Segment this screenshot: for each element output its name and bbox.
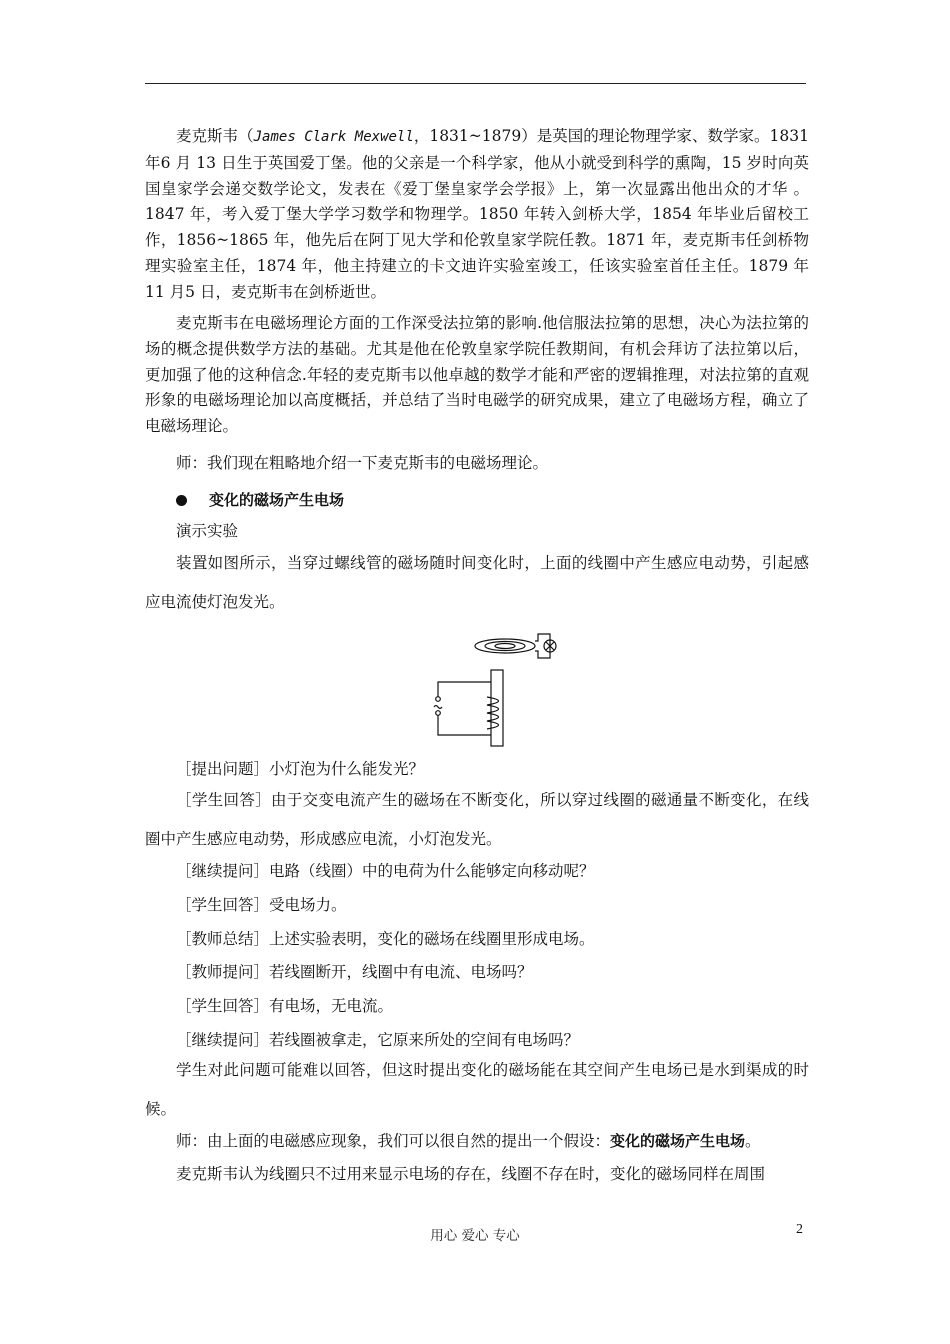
student-difficulty (145, 1051, 809, 1129)
ac-source-icon (434, 706, 442, 709)
hypothesis-end: 。 (745, 1132, 761, 1150)
device-description-text: 装置如图所示，当穿过螺线管的磁场随时间变化时，上面的线圈中产生感应电动势，引起感应电流使灯泡发光。 (145, 554, 809, 611)
answer-1 (145, 781, 809, 859)
solenoid-winding (487, 697, 499, 729)
coil-ring-core (495, 644, 515, 649)
coil-ring-inner (485, 642, 525, 651)
circuit-wire-bottom (438, 715, 491, 735)
paragraph-faraday (145, 311, 809, 440)
device-description (145, 544, 809, 622)
teacher-intro: 师：我们现在粗略地介绍一下麦克斯韦的电磁场理论。 (176, 454, 549, 472)
footer-motto: 用心 爱心 专心 (430, 1228, 520, 1244)
coil-lead (535, 634, 550, 658)
student-difficulty-text: 学生对此问题可能难以回答，但这时提出变化的磁场能在其空间产生电场已是水到渠成的时候。 (145, 1061, 809, 1118)
section-heading (176, 489, 344, 511)
ac-terminal-bottom (436, 711, 441, 716)
paragraph-biography (145, 124, 809, 306)
hypothesis-text: 师：由上面的电磁感应现象，我们可以很自然的提出一个假设： (176, 1132, 611, 1150)
question-2: ［继续提问］电路（线圈）中的电荷为什么能够定向移动呢？ (176, 862, 595, 880)
teacher-hypothesis (176, 1130, 761, 1152)
page-number: 2 (796, 1222, 803, 1237)
bullet-icon (176, 495, 187, 506)
maxwell-conclusion: 麦克斯韦认为线圈只不过用来显示电场的存在，线圈不存在时，变化的磁场同样在周围 (176, 1165, 766, 1183)
header-rule (145, 83, 806, 84)
question-3: ［教师提问］若线圈断开，线圈中有电流、电场吗？ (176, 963, 533, 981)
faraday-text: 麦克斯韦在电磁场理论方面的工作深受法拉第的影响.他信服法拉第的思想，决心为法拉第的场的概念提供数学方法的基础。尤其是他在伦敦皇家学院任教期间，有机会拜访了法拉第以后，更加强了他的这种信念.年轻的麦克斯韦以他卓越的数学才能和严密的逻辑推理，对法拉第的直观形象的电磁场理论加以高度概括，并总结了当时电磁学的研究成果，建立了电磁场方程，确立了电磁场理论。 (145, 314, 809, 436)
biography-text-rest: ，1831~1879）是英国的理论物理学家、数学家。1831 年6 月 13 日生于英国爱丁堡。他的父亲是一个科学家，他从小就受到科学的熏陶，15 岁时向英国皇家学会递交数学论文，发表在《爱丁堡皇家学会学报》上，第一次显露出他出众的才华 。1847 年，考入爱丁堡大学学习数学和物理学。1850 年转入剑桥大学，1854 年毕业后留校工作，1856~1865 年，他先后在阿丁见大学和伦敦皇家学院任教。1871 年，麦克斯韦任剑桥物理实验室主任，1874 年，他主持建立的卡文迪许实验室竣工，任该实验室首任主任。1879 年 11 月5 日，麦克斯韦在剑桥逝世。 (145, 127, 809, 301)
section-heading-text: 变化的磁场产生电场 (209, 491, 345, 509)
question-1: ［提出问题］小灯泡为什么能发光？ (176, 760, 425, 778)
maxwell-name: James Clark Mexwell (253, 129, 414, 145)
circuit-wire-top (438, 682, 491, 697)
ac-terminal-top (436, 697, 441, 702)
summary-1: ［教师总结］上述实验表明，变化的磁场在线圈里形成电场。 (176, 930, 595, 948)
question-4: ［继续提问］若线圈被拿走，它原来所处的空间有电场吗？ (176, 1031, 580, 1049)
biography-text-start: 麦克斯韦（ (176, 127, 254, 145)
solenoid-circuit-figure (430, 627, 560, 747)
hypothesis-bold: 变化的磁场产生电场 (610, 1132, 746, 1150)
answer-1-text: ［学生回答］由于交变电流产生的磁场在不断变化，所以穿过线圈的磁通量不断变化，在线圈中产生感应电动势，形成感应电流，小灯泡发光。 (145, 791, 809, 848)
answer-2: ［学生回答］受电场力。 (176, 896, 347, 914)
answer-3: ［学生回答］有电场，无电流。 (176, 997, 394, 1015)
demo-label: 演示实验 (176, 522, 239, 540)
